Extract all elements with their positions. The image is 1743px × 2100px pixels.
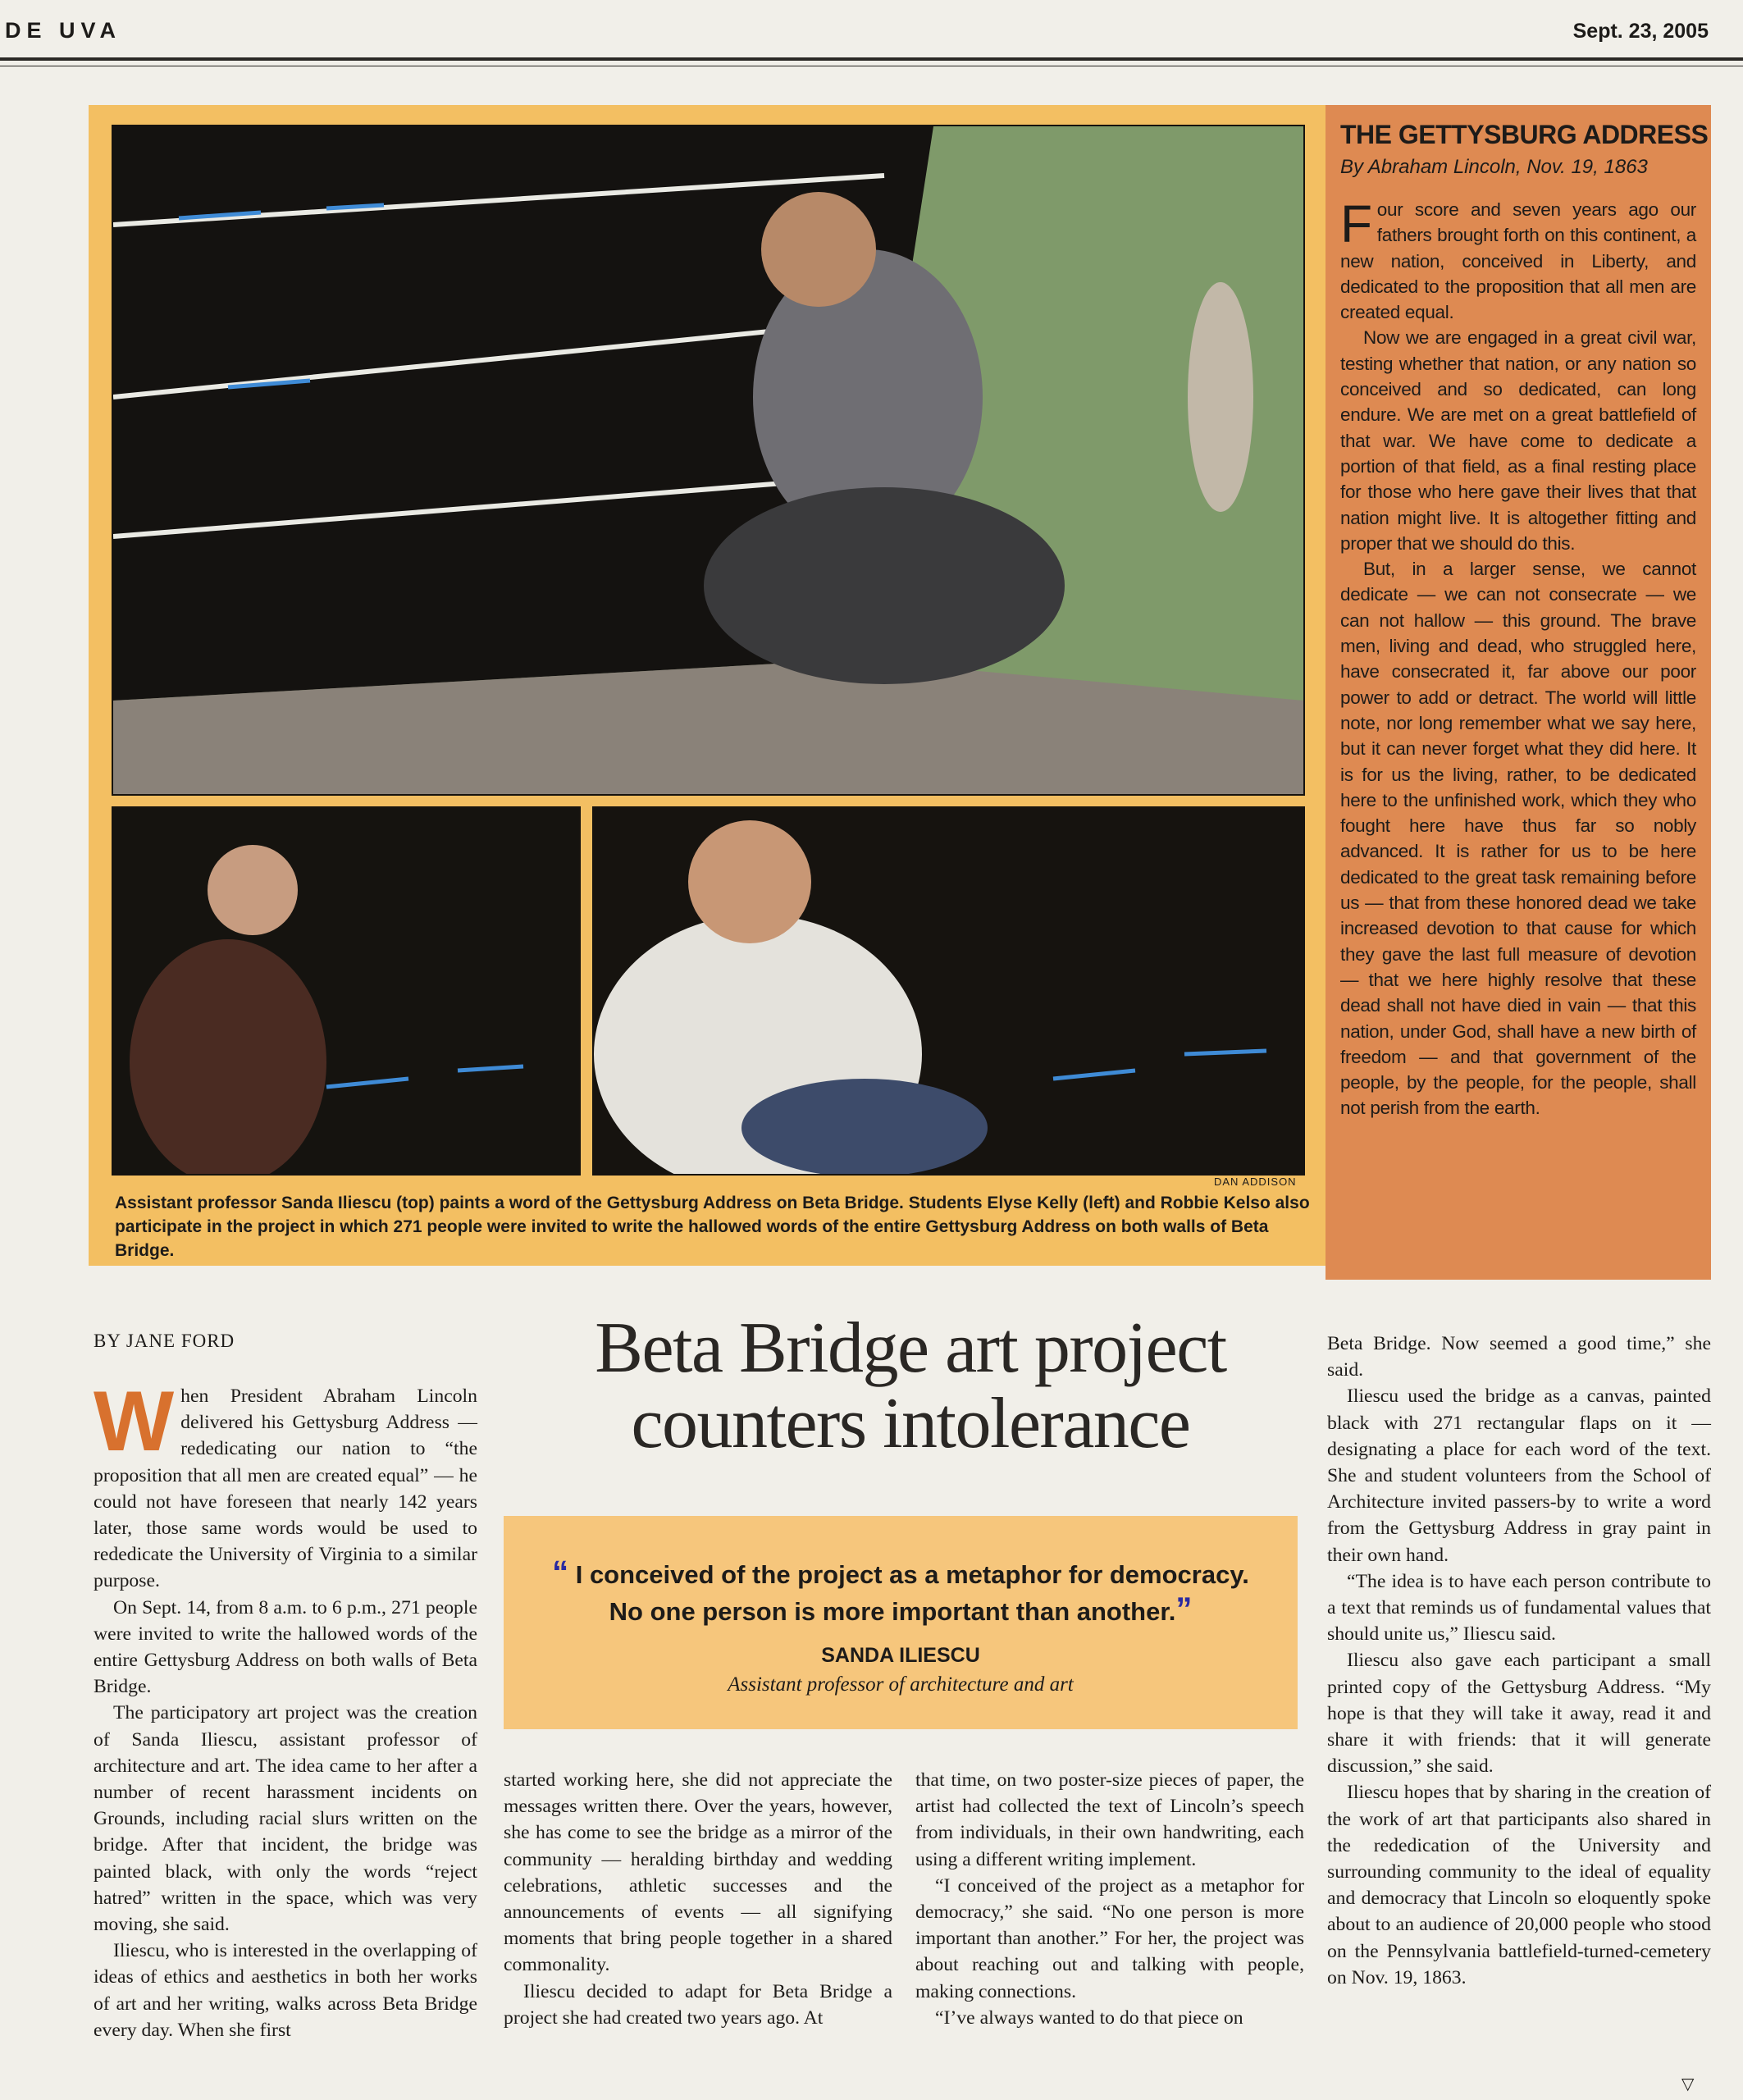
- article-column-1: [94, 1374, 477, 2043]
- masthead-rule: [0, 57, 1743, 61]
- headline-line-1: Beta Bridge art project: [595, 1308, 1226, 1388]
- article-column-3: [915, 1767, 1304, 2031]
- paragraph: When President Abraham Lincoln delivered his Gettysburg Address — rededicating our nation to “the proposition that all men are created equal” — he could not have foreseen that nearly 142 years later, those same words would be used to rededicate the University of Virginia to a similar purpose.: [94, 1374, 477, 1592]
- sidebar-paragraph-2: Now we are engaged in a great civil war, testing whether that nation, or any nation so conceived and so dedicated, can long endure. We are met on a great battlefield of that war. We have come to dedicate a portion of that field, as a final resting place for those who here gave their lives that that nation might live. It is altogether fitting and proper that we should do this.: [1340, 327, 1696, 554]
- paragraph: that time, on two poster-size pieces of paper, the artist had collected the text of Lincoln’s speech from individuals, in their own handwriting, each using a different writing implement.: [915, 1769, 1304, 1870]
- gettysburg-address-text: [1340, 194, 1696, 1121]
- pull-quote-attribution-title: Assistant professor of architecture and art: [728, 1673, 1074, 1696]
- section-name: DE UVA: [5, 18, 122, 43]
- paragraph: Iliescu also gave each participant a small printed copy of the Gettysburg Address. “My hope is that they will take it away, read it and share it with friends: that it will generate discussion,” she said.: [1327, 1650, 1711, 1778]
- sidebar-paragraph-3: But, in a larger sense, we cannot dedicate — we can not consecrate — we can not hallow — this ground. The brave men, living and dead, who struggled here, have consecrated it, far above our poor power to add or detract. The world will little note, nor long remember what we say here, but it can never forget what they did here. It is for us the living, rather, to be dedicated here to the unfinished work, which they who fought here have thus far so nobly advanced. It is rather for us to be here dedicated to the great task remaining before us — that from these honored dead we take increased devotion to that cause for which they gave the last full measure of devotion — that we here highly resolve that these dead shall not have died in vain — that this nation, under God, shall have a new birth of freedom — and that government of the people, by the people, for the people, shall not perish from the earth.: [1340, 559, 1696, 1119]
- close-quote-mark: ”: [1175, 1591, 1193, 1628]
- issue-date: Sept. 23, 2005: [1572, 20, 1709, 43]
- sidebar-paragraph-1: Four score and seven years ago our fathers brought forth on this continent, a new nation, conceived in Liberty, and dedicated to the proposition that all men are created equal.: [1340, 194, 1696, 323]
- article-headline: [500, 1308, 1321, 1463]
- paragraph: “I’ve always wanted to do that piece on: [935, 2006, 1243, 2029]
- pull-quote-text: [525, 1555, 1276, 1629]
- photo-caption: Assistant professor Sanda Iliescu (top) paints a word of the Gettysburg Address on Beta Bridge. Students Elyse Kelly (left) and Robbie Kelso also participate in the project in which 271 people were invited to write the hallowed words of the entire Gettysburg Address on both walls of Beta Bridge.: [115, 1194, 1310, 1260]
- pull-quote-line-1: “ I conceived of the project as a metaphor for democracy.: [552, 1554, 1249, 1591]
- paragraph: “I conceived of the project as a metaphor for democracy,” she said. “No one person is more important than another.” For her, the project was about reaching out and talking with people, making connections.: [915, 1874, 1304, 2002]
- end-of-story-icon: ▽: [1681, 2075, 1695, 2093]
- paragraph: Iliescu decided to adapt for Beta Bridge a project she had created two years ago. At: [504, 1980, 892, 2029]
- paragraph: Iliescu used the bridge as a canvas, painted black with 271 rectangular flaps on it — designating a place for each word of the text. She and student volunteers from the School of Architecture invited passers-by to write a word from the Gettysburg Address in gray paint in their own hand.: [1327, 1386, 1711, 1566]
- article-column-4: [1327, 1331, 1711, 1991]
- paragraph: Beta Bridge. Now seemed a good time,” she said.: [1327, 1333, 1711, 1381]
- article-drop-cap: W: [94, 1374, 175, 1469]
- pull-quote-line-2: No one person is more important than another.”: [609, 1591, 1193, 1628]
- paragraph: “The idea is to have each person contribute to a text that reminds us of fundamental values that should unite us,” Iliescu said.: [1327, 1570, 1711, 1646]
- sidebar-drop-cap: F: [1340, 194, 1372, 253]
- sidebar-byline: By Abraham Lincoln, Nov. 19, 1863: [1340, 156, 1648, 178]
- sidebar-title: THE GETTYSBURG ADDRESS: [1340, 120, 1709, 149]
- pull-quote-attribution-name: SANDA ILIESCU: [821, 1644, 980, 1667]
- open-quote-mark: “: [552, 1554, 569, 1591]
- paragraph: On Sept. 14, from 8 a.m. to 6 p.m., 271 people were invited to write the hallowed words of the entire Gettysburg Address on both walls of Beta Bridge.: [94, 1596, 477, 1698]
- paragraph: started working here, she did not appreciate the messages written there. Over the years, however, she has come to see the bridge as a mirror of the community — heralding birthday and wedding celebrations, athletic successes and the announcements of events — all signifying moments that bring people together in a shared commonality.: [504, 1769, 892, 1976]
- paragraph: Iliescu hopes that by sharing in the creation of the work of art that participants also shared in the rededication of the University and surrounding community to the ideal of equality and democracy that Lincoln so eloquently spoke about to an audience of 20,000 people who stood on the Pennsylvania battlefield-turned-cemetery on Nov. 19, 1863.: [1327, 1782, 1711, 1988]
- article-byline: BY JANE FORD: [94, 1331, 235, 1351]
- photo-credit: DAN ADDISON: [1214, 1176, 1297, 1188]
- photo-student-robbie-kelso: [592, 806, 1305, 1176]
- headline-line-2: counters intolerance: [631, 1384, 1190, 1463]
- paragraph: The participatory art project was the creation of Sanda Iliescu, assistant professor of architecture and art. The idea came to her after a number of recent harassment incidents on Grounds, including racial slurs written on the bridge. After that incident, the bridge was painted black, with only the words “reject hatred” written in the space, which was very moving, she said.: [94, 1702, 477, 1936]
- article-column-2: [504, 1767, 892, 2031]
- photo-main-professor-painting: [112, 125, 1305, 796]
- paragraph: Iliescu, who is interested in the overlapping of ideas of ethics and aesthetics in both her works of art and her writing, walks across Beta Bridge every day. When she first: [94, 1940, 477, 2041]
- photo-student-elyse-kelly: [112, 806, 581, 1176]
